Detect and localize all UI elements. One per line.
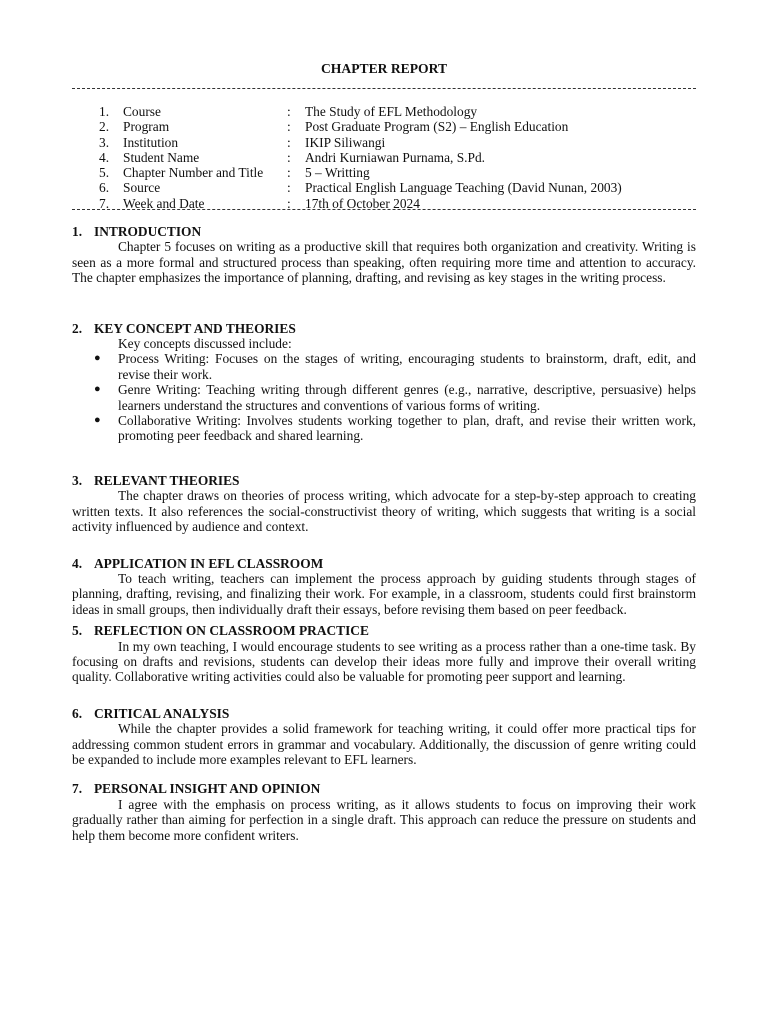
section-reflection <box>72 623 696 685</box>
section-heading: 1. INTRODUCTION <box>72 224 202 239</box>
section-heading: 2. KEY CONCEPT AND THEORIES <box>72 320 296 336</box>
info-list <box>99 104 622 211</box>
info-row-student-name: 4. Student Name : Andri Kurniawan Purnama, S.Pd. <box>99 149 486 165</box>
info-row-chapter: 5. Chapter Number and Title : 5 – Writting <box>99 165 370 181</box>
section-body: While the chapter provides a solid framework for teaching writing, it could offer more practical tips for addressing common student errors in grammar and vocabulary. Additionally, the discussion of genre writing could be expanded to include more examples relevant to EFL learners. <box>72 721 696 767</box>
section-introduction <box>72 224 696 286</box>
section-body: The chapter draws on theories of process writing, which advocate for a step-by-step approach to creating written texts. It also references the social-constructivist theory of writing, which suggests that writing is a social activity influenced by audience and context. <box>72 488 696 535</box>
section-heading: 3. RELEVANT THEORIES <box>72 472 240 488</box>
info-value: IKIP Siliwangi <box>305 134 386 150</box>
info-row-course: 1. Course : The Study of EFL Methodology <box>99 104 478 119</box>
section-body: In my own teaching, I would encourage students to see writing as a process rather than a one-time task. By focusing on drafts and revisions, students can develop their ideas more fully and improve their overall writing quality. Collaborative writing activities could also be valuable for promoting peer support and learning. <box>72 638 696 685</box>
concept-list <box>72 351 696 443</box>
section-personal-insight <box>72 781 696 843</box>
info-label: Chapter Number and Title <box>123 165 264 181</box>
report-body <box>72 224 696 843</box>
bullet-icon: ● <box>94 414 101 427</box>
info-row-source: 6. Source : Practical English Language Teaching (David Nunan, 2003) <box>99 180 622 196</box>
bullet-icon: ● <box>94 352 101 365</box>
info-label: Program <box>123 119 170 135</box>
info-label: Student Name <box>123 149 200 165</box>
top-divider <box>72 88 696 89</box>
info-value: 17th of October 2024 <box>305 195 420 211</box>
section-body: To teach writing, teachers can implement the process approach by guiding students through stages of planning, drafting, revising, and finalizing their work. For example, in a classroom, students could first brainstorm ideas in small groups, then individually draft their essays, before revising them based on peer feedback. <box>72 570 696 617</box>
section-body: I agree with the emphasis on process writing, as it allows students to focus on improving their work gradually rather than aiming for perfection in a single draft. This approach can reduce the pressure on students and help them become more confident writers. <box>72 796 696 843</box>
section-heading: 6. CRITICAL ANALYSIS <box>72 705 230 721</box>
info-label: Source <box>123 180 161 196</box>
section-application <box>72 556 696 618</box>
section-heading: 7. PERSONAL INSIGHT AND OPINION <box>72 781 321 797</box>
section-body: Chapter 5 focuses on writing as a productive skill that requires both organization and creativity. Writing is seen as a more formal and structured process than speaking, often requiring more time and attention to accuracy. The chapter emphasizes the importance of planning, drafting, and revising as key stages in the writing process. <box>72 239 696 286</box>
section-heading: 5. REFLECTION ON CLASSROOM PRACTICE <box>72 623 369 639</box>
info-row-institution: 3. Institution : IKIP Siliwangi <box>99 134 386 150</box>
section-key-concepts <box>72 321 696 444</box>
info-label: Week and Date <box>123 195 205 211</box>
list-item: ● Process Writing: Focuses on the stages of writing, encouraging students to brainstorm, draft, edit, and revise their work. <box>72 351 696 382</box>
bullet-icon: ● <box>94 383 101 396</box>
bottom-divider <box>72 209 696 210</box>
document-title: CHAPTER REPORT <box>320 61 448 76</box>
list-item: ● Genre Writing: Teaching writing through different genres (e.g., narrative, descriptive, persuasive) helps learners understand the structures and conventions of various forms of writing. <box>72 382 696 413</box>
section-relevant-theories <box>72 473 696 535</box>
info-value: Andri Kurniawan Purnama, S.Pd. <box>305 149 486 165</box>
info-row-week-date: 7. Week and Date : 17th of October 2024 <box>99 195 420 211</box>
list-item: ● Collaborative Writing: Involves students working together to plan, draft, and revise their written work, promoting peer feedback and shared learning. <box>72 413 696 444</box>
info-row-program: 2. Program : Post Graduate Program (S2) – English Education <box>99 119 569 135</box>
info-value: The Study of EFL Methodology <box>305 104 478 119</box>
section-lead: Key concepts discussed include: <box>118 336 292 352</box>
info-value: Practical English Language Teaching (David Nunan, 2003) <box>305 180 622 196</box>
section-critical-analysis <box>72 706 696 768</box>
info-value: Post Graduate Program (S2) – English Education <box>305 119 569 135</box>
info-label: Course <box>123 104 161 119</box>
info-label: Institution <box>123 134 179 150</box>
section-heading: 4. APPLICATION IN EFL CLASSROOM <box>72 555 324 571</box>
info-value: 5 – Writting <box>305 165 370 181</box>
